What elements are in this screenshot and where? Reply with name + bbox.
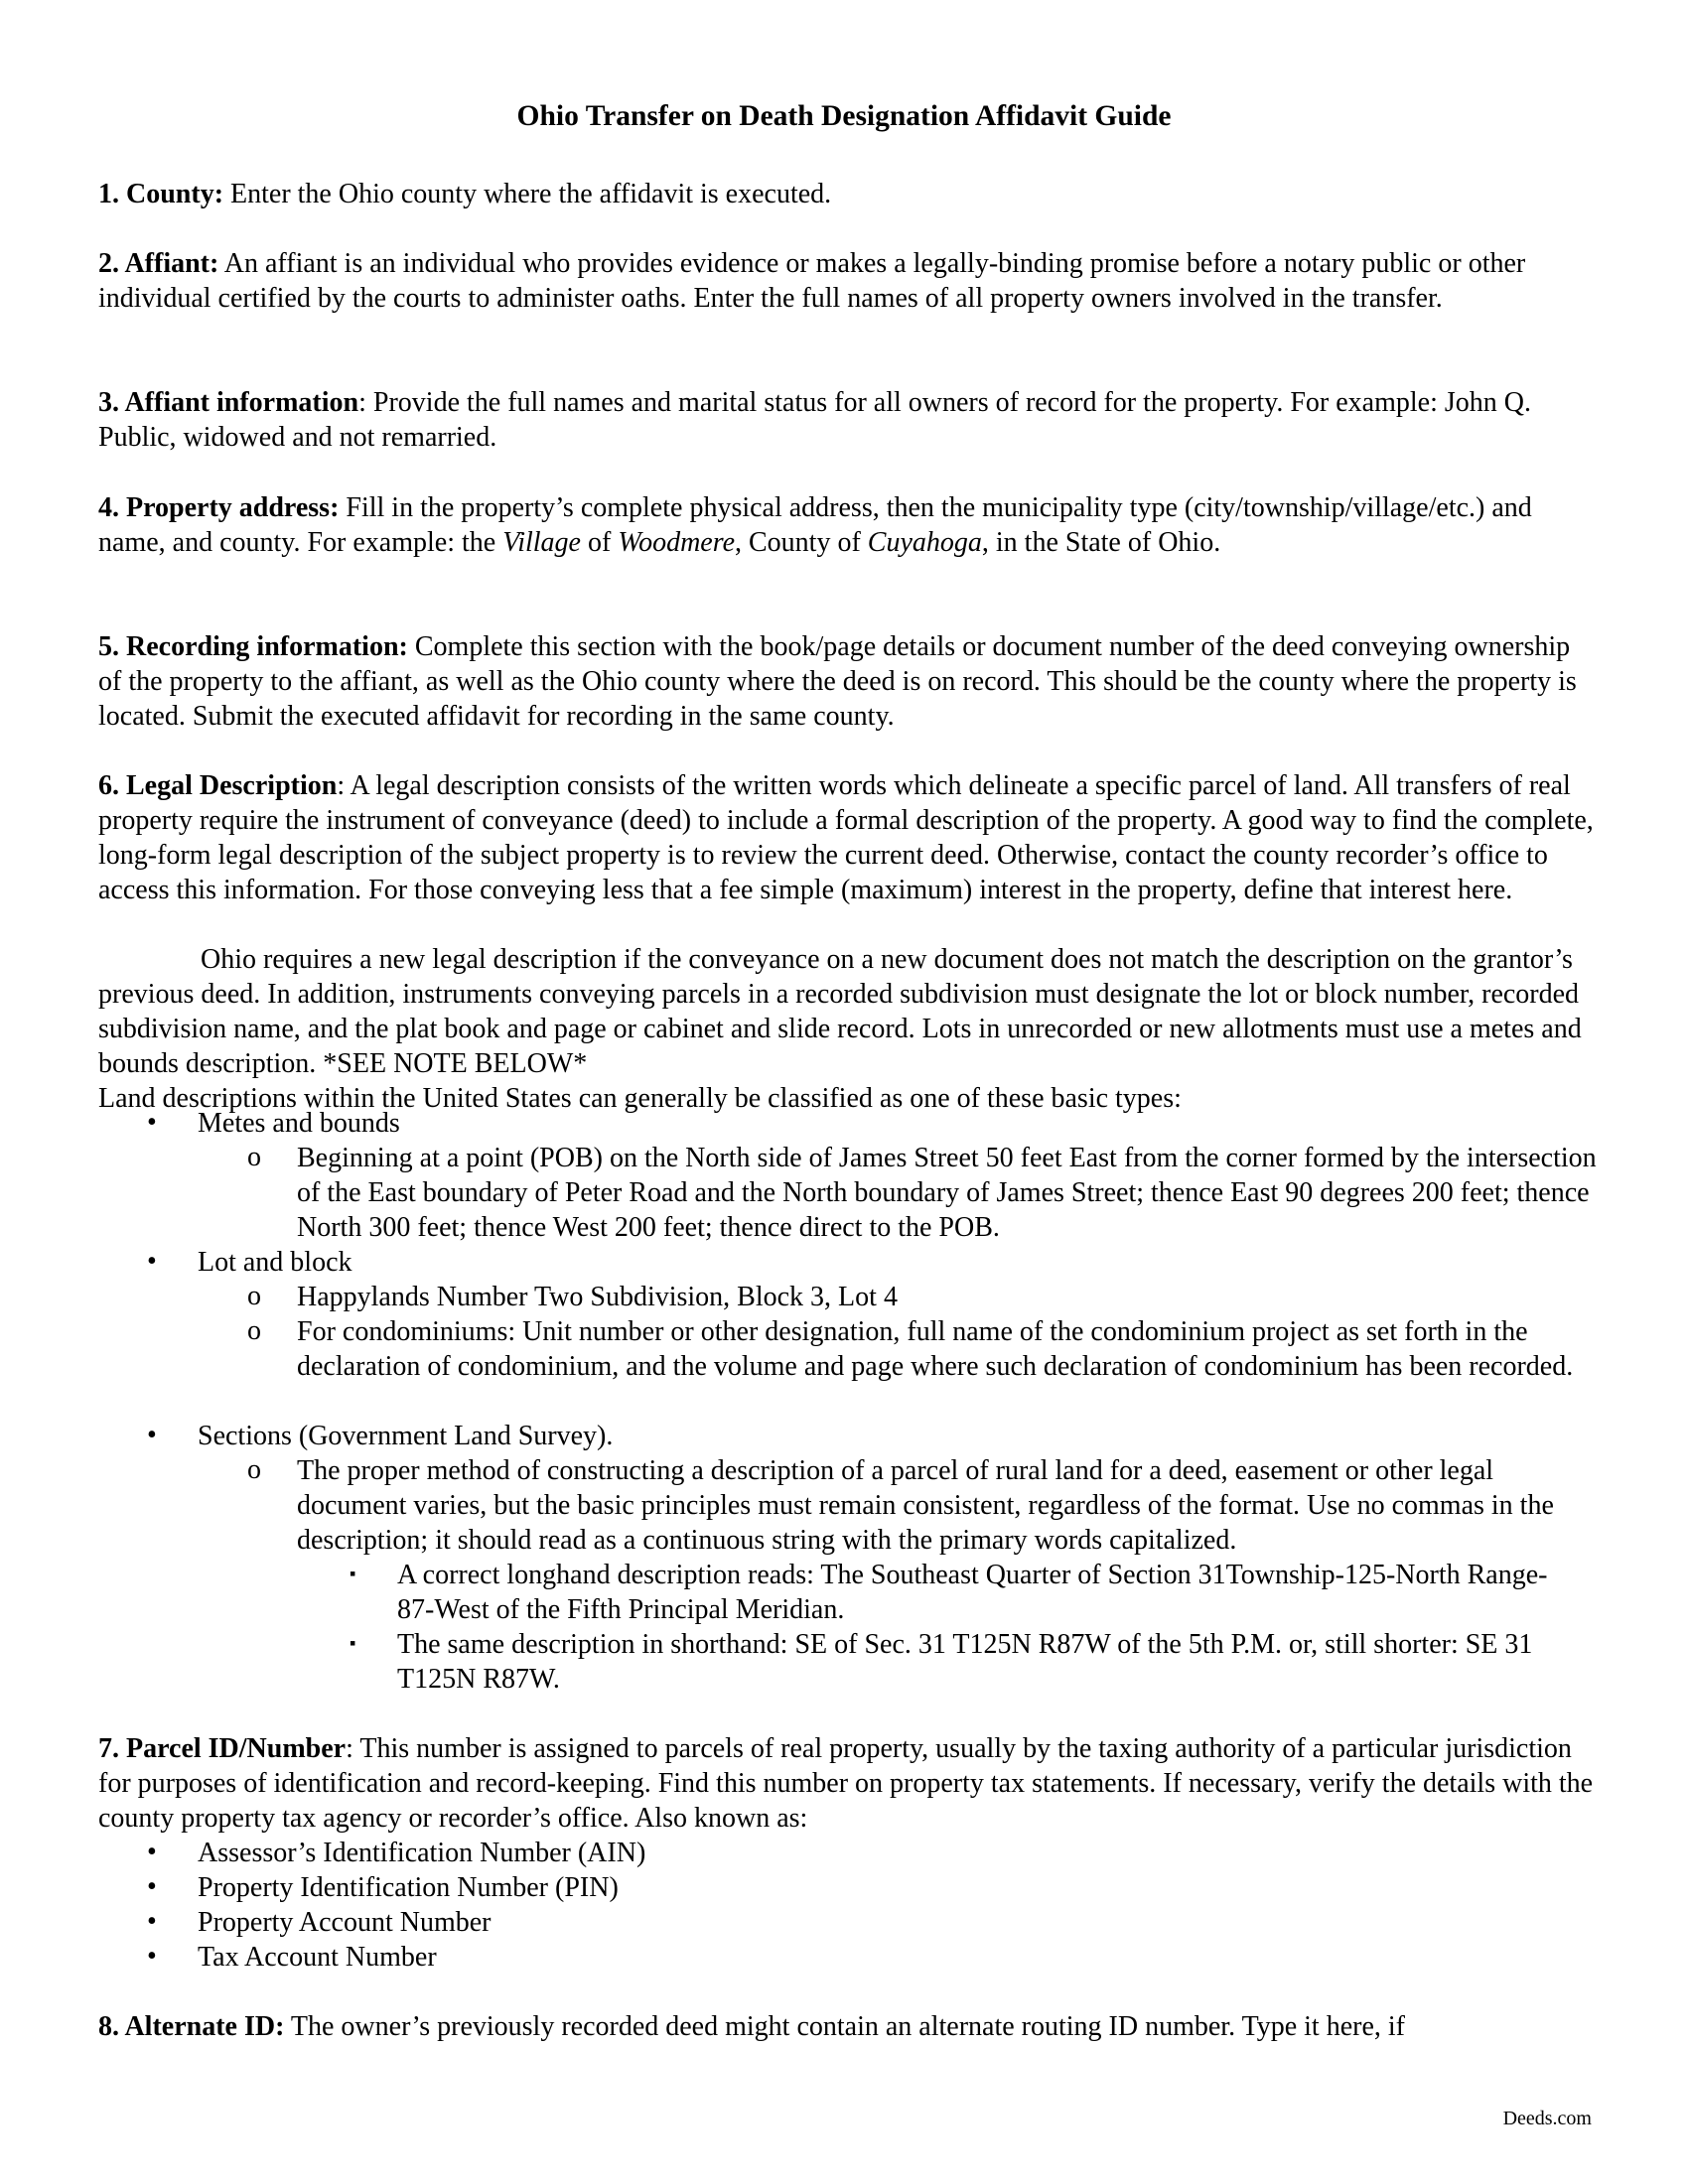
bullet-marker: • bbox=[147, 1941, 157, 1972]
legal-description-paragraph-2 bbox=[98, 942, 1598, 1081]
section-text: Complete this section with the book/page details or document number of the deed conveying ownership of the property to the affiant, as well as the Ohio county where the deed is on record. This should be the county where the property is located. Submit the executed affidavit for recording in the same county. bbox=[98, 631, 1577, 732]
list-item: Property Identification Number (PIN) bbox=[198, 1872, 619, 1903]
page-title: Ohio Transfer on Death Designation Affidavit Guide bbox=[516, 100, 1172, 132]
list-item: Metes and bounds bbox=[198, 1108, 400, 1139]
sub-bullet-marker: o bbox=[247, 1142, 261, 1172]
section-text: An affiant is an individual who provides evidence or makes a legally-binding promise before a notary public or other individual certified by the courts to administer oaths. Enter the full names of all property owners involved in the transfer. bbox=[98, 248, 1526, 314]
sub-bullet-marker: o bbox=[247, 1315, 261, 1346]
section-affiant bbox=[98, 246, 1598, 316]
section-county bbox=[98, 177, 1598, 211]
example-municipality-type: Village bbox=[502, 527, 581, 558]
section-label: 2. Affiant: bbox=[98, 248, 219, 279]
bullet-marker: • bbox=[147, 1107, 157, 1138]
list-item: Sections (Government Land Survey). bbox=[198, 1421, 614, 1451]
bullet-marker: • bbox=[147, 1837, 157, 1867]
list-item: Property Account Number bbox=[198, 1907, 492, 1938]
list-item: Lot and block bbox=[198, 1247, 352, 1278]
list-item: A correct longhand description reads: The Southeast Quarter of Section 31Township-125-North Range-87-West of the Fifth Principal Meridian. bbox=[397, 1560, 1548, 1625]
section-text: Enter the Ohio county where the affidavit is executed. bbox=[223, 179, 832, 209]
section-text: : This number is assigned to parcels of real property, usually by the taxing authority of a particular jurisdiction for purposes of identification and record-keeping. Find this number on property tax statements. If necessary, verify the details with the county property tax agency or recorder’s office. Also known as: bbox=[98, 1733, 1594, 1834]
section-label: 1. County: bbox=[98, 179, 224, 209]
square-bullet-marker: ▪ bbox=[350, 1633, 356, 1653]
sub-bullet-marker: o bbox=[247, 1281, 261, 1311]
bullet-marker: • bbox=[147, 1420, 157, 1450]
square-bullet-marker: ▪ bbox=[350, 1564, 356, 1583]
footer-source: Deeds.com bbox=[1502, 2108, 1592, 2129]
list-item: The same description in shorthand: SE of Sec. 31 T125N R87W of the 5th P.M. or, still shorter: SE 31 T125N R87W. bbox=[397, 1629, 1533, 1695]
bullet-marker: • bbox=[147, 1906, 157, 1937]
list-item: Assessor’s Identification Number (AIN) bbox=[198, 1838, 646, 1868]
section-text: Fill in the property’s complete physical address, then the municipality type (city/township/village/etc.) and name, and county. For example: the bbox=[98, 492, 1532, 558]
section-text: The owner’s previously recorded deed might contain an alternate routing ID number. Type it here, if bbox=[284, 2011, 1405, 2042]
section-parcel-id bbox=[98, 1731, 1598, 1836]
section-text: Ohio requires a new legal description if the conveyance on a new document does not match the description on the grantor’s previous deed. In addition, instruments conveying parcels in a recorded subdivision must designate the lot or block number, recorded subdivision name, and the plat book and page or cabinet and slide record. Lots in unrecorded or new allotments must use a metes and bounds description. *SEE NOTE BELOW* bbox=[98, 944, 1582, 1079]
sub-bullet-marker: o bbox=[247, 1454, 261, 1485]
section-text: of bbox=[580, 527, 619, 558]
section-label: 7. Parcel ID/Number bbox=[98, 1733, 347, 1764]
list-item: For condominiums: Unit number or other designation, full name of the condominium project as set forth in the declaration of condominium, and the volume and page where such declaration of condominium has been recorded. bbox=[297, 1316, 1574, 1382]
section-affiant-information bbox=[98, 385, 1598, 455]
section-text: : Provide the full names and marital status for all owners of record for the property. For example: John Q. Public, widowed and not remarried. bbox=[98, 387, 1531, 453]
section-legal-description bbox=[98, 768, 1598, 907]
section-label: 5. Recording information: bbox=[98, 631, 408, 662]
land-description-types-intro: Land descriptions within the United States can generally be classified as one of these basic types: bbox=[98, 1083, 1182, 1114]
section-text: : A legal description consists of the written words which delineate a specific parcel of land. All transfers of real property require the instrument of conveyance (deed) to include a formal description of the property. A good way to find the complete, long-form legal description of the subject property is to review the current deed. Otherwise, contact the county recorder’s office to access this information. For those conveying less that a fee simple (maximum) interest in the property, define that interest here. bbox=[98, 770, 1594, 905]
section-label: 3. Affiant information bbox=[98, 387, 359, 418]
bullet-marker: • bbox=[147, 1246, 157, 1277]
section-label: 4. Property address: bbox=[98, 492, 340, 523]
list-item: The proper method of constructing a description of a parcel of rural land for a deed, easement or other legal document varies, but the basic principles must remain consistent, regardless of the format. Use no commas in the description; it should read as a continuous string with the primary words capitalized. bbox=[297, 1455, 1554, 1556]
section-text: , County of bbox=[735, 527, 868, 558]
section-property-address bbox=[98, 490, 1598, 560]
list-item: Tax Account Number bbox=[198, 1942, 437, 1973]
list-item: Happylands Number Two Subdivision, Block 3, Lot 4 bbox=[297, 1282, 898, 1312]
example-county-name: Cuyahoga bbox=[867, 527, 982, 558]
example-municipality-name: Woodmere bbox=[618, 527, 735, 558]
section-alternate-id bbox=[98, 2009, 1598, 2044]
section-recording-information bbox=[98, 629, 1598, 734]
section-label: 6. Legal Description bbox=[98, 770, 338, 801]
list-item: Beginning at a point (POB) on the North side of James Street 50 feet East from the corner formed by the intersection of the East boundary of Peter Road and the North boundary of James Street; thence East 90 degrees 200 feet; thence North 300 feet; thence West 200 feet; thence direct to the POB. bbox=[297, 1143, 1597, 1243]
bullet-marker: • bbox=[147, 1871, 157, 1902]
section-text: , in the State of Ohio. bbox=[981, 527, 1221, 558]
section-label: 8. Alternate ID: bbox=[98, 2011, 285, 2042]
